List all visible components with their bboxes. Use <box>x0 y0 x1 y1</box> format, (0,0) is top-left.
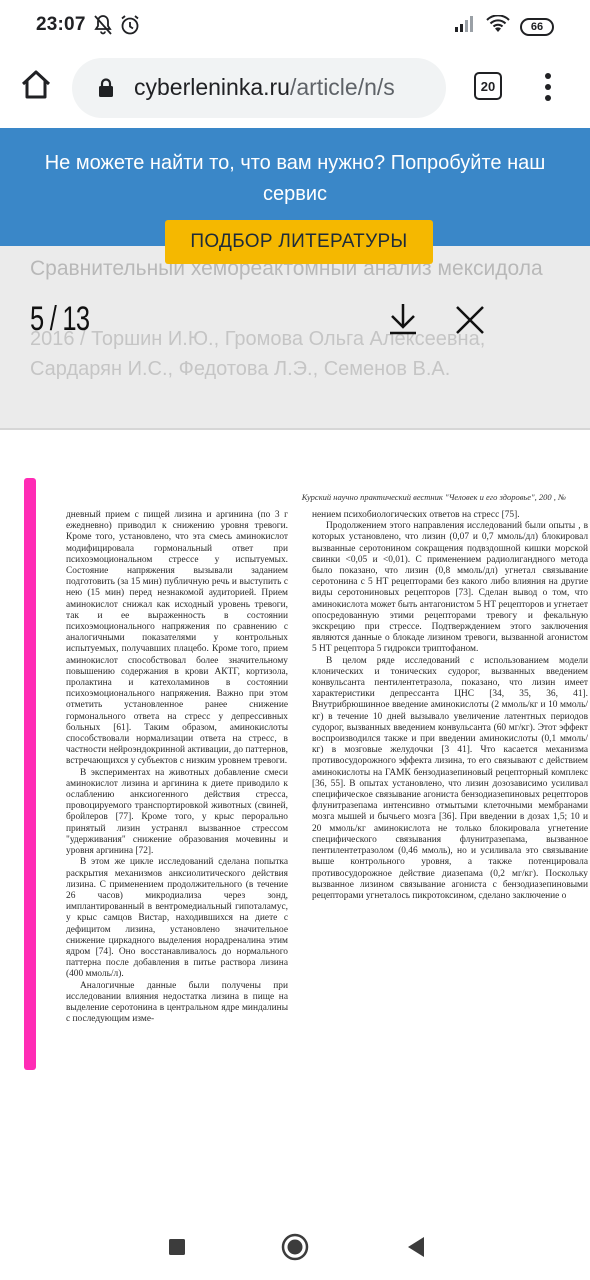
status-bar <box>0 0 590 52</box>
banner-text: Не можете найти то, что вам нужно? Попробуйте наш сервис <box>44 152 546 205</box>
url-domain: cyberleninka.ru <box>134 74 290 100</box>
literature-selection-button[interactable]: ПОДБОР ЛИТЕРАТУРЫ <box>165 220 433 264</box>
paragraph: В экспериментах на животных добавление смеси аминокислот лизина и аргинина к диете приводило к ослаблению анксиогенного действия стресса, провоцируемого транспортировкой животных (свиней, бройлеров [77]. Кроме того, у крыс перорально принятый лизин устранял вызванное стрессом "удерживания" снижение образования мочевины и уровня аргинина [72]. <box>66 767 288 857</box>
browser-toolbar <box>0 52 590 128</box>
journal-header: Курский научно практический вестник "Человек и его здоровье", 200 , № <box>301 492 566 502</box>
url-text <box>134 74 395 101</box>
bell-off-icon <box>93 14 113 41</box>
page-counter: 5 / 13 <box>30 300 90 338</box>
lock-icon <box>98 78 114 103</box>
recents-square-icon[interactable] <box>162 1232 192 1262</box>
document-page <box>0 430 590 1212</box>
signal-icon <box>454 15 476 38</box>
paragraph: Продолжением этого направления исследований были опыты , в которых установлено, что лизин (0,07 и 0,7 ммоль/дл) блокировал вызванные серотонином сокращения подвздошной кишки морской свинки <0,05 и <0,01). С применением радиолигандного метода было показано, что лизин (0,8 ммоль/дл) угнетал связывание серотонина с 5 НТ рецепторами без какого либо влияния на другие виды серотониновых рецепторов [73]. Сделан вывод о том, что аминокислота может быть антагонистом 5 НТ рецепторов и угнетает опосредованную этими рецепторами тревогу и фекальную экскрецию при стрессе. Подтверждением этого заключения являются данные о блокаде лизином тревоги, вызванной агонистом 5 НТ рецептора 5 гидрокси триптофаном. <box>312 521 588 655</box>
system-navbar <box>0 1212 590 1280</box>
document-left-column <box>66 510 288 1025</box>
paragraph: нением психобиологических ответов на стресс [75]. <box>312 510 520 520</box>
paragraph: В этом же цикле исследований сделана попытка раскрытия механизмов анксиолитического действия лизина. С применением продолжительного (в течение 26 часов) микродиализа через зонд, имплантированный в вентромедиальный гипоталамус, у крыс самцов Вистар, находившихся на диете с дефицитом лизина, установлено значительное снижение циркадного выделения норадреналина этим ядром [74]. Оно восстанавливалось до нормального паттерна после добавления в питье раствора лизина (400 ммоль/л). <box>66 857 288 980</box>
address-bar[interactable] <box>72 58 446 118</box>
close-icon[interactable] <box>454 304 486 336</box>
download-icon[interactable] <box>388 302 418 336</box>
url-path: /article/n/s <box>289 74 395 100</box>
home-icon[interactable] <box>18 67 54 103</box>
paragraph: дневный прием с пищей лизина и аргинина (по 3 г ежедневно) приводил к снижению уровня тревоги. Кроме того, установлено, что эта смесь аминокислот модифицировала гормональный ответ при психоэмоциональном стрессе у испытуемых. Состояние напряжения вызывали заданием подготовить (за 15 мин) публичную речь и выступить с нею (15 мин) перед незнакомой аудиторией. Прием аминокислот снижал как исходный уровень тревоги, так и ее выраженность в состоянии психоэмоционального напряжения по сравнению с аналогичными показателями у контрольных испытуемых, получавших плацебо. Кроме того, прием аминокислот способствовал более значительному повышению содержания в крови АКТГ, кортизола, пролактина и катехоламинов в состоянии психоэмоционального напряжения. Важно при этом отметить установленное ранее снижение гормонального ответа на стресс у депрессивных больных [61]. Таким образом, аминокислоты способствовали нормализации ответа на стресс, в частности нейроэндокринной активации, до паттернов, встречающихся у субъектов с низким уровнем тревоги. <box>66 510 288 767</box>
promo-banner <box>0 128 590 252</box>
home-circle-icon[interactable] <box>280 1232 310 1262</box>
overflow-menu-icon[interactable] <box>540 72 556 102</box>
document-right-column <box>312 510 588 902</box>
paragraph: Аналогичные данные были получены при исследовании влияния недостатка лизина в пище на выделение серотонина в центральном ядре миндалины с последующим изме- <box>66 980 288 1025</box>
tab-switcher-button[interactable]: 20 <box>474 72 502 100</box>
alarm-icon <box>119 14 141 41</box>
status-time: 23:07 <box>36 14 86 35</box>
paragraph: В целом ряде исследований с использованием модели клонических и тонических судорог, вызванных введением конвульсанта пентилентетразола, показано, что лизин имеет характеристики депрессанта ЦНС [34, 35, 36, 41]. Внутрибрюшинное введение аминокислоты (2 ммоль/кг и 10 ммоль/кг) в течение 10 дней вызывало увеличение латентных периодов судорог, вызванных введением конвульсанта (60 мг/кг). Этот эффект воспроизводился также и при введении аминокислоты (0,1 ммоль/кг) в мозговые желудочки [3 41]. Что касается механизма противосудорожного эффекта лизина, то его связывают с действием аминокислоты на ГАМК бензодиазепиновый рецепторный комплекс [36, 55]. В опытах установлено, что лизин дозозависимо усиливал специфическое связывание агониста бензодиазепиновых рецепторов флунитразепама интенсивно отмытыми клеточными мембранами мозга мышей и бычьего мозга [36]. При введении в дозах 1,5; 10 и 20 ммоль/кг аминокислота не только блокировала угнетение специфического связывания флунитразепама, вызванное пентилентетразолом (0,46 ммоль), но и усиливала это связывание выше контрольного уровня, а также потенцировала противосудорожное действие диазепама (0,2 мг/кг). Поскольку вызванное лизином связывание агониста с бензодиазепиновыми рецепторами угнеталось пикротоксином, сделано заключение о <box>312 655 588 901</box>
highlight-mark <box>24 478 36 1070</box>
back-triangle-icon[interactable] <box>402 1232 432 1262</box>
wifi-icon <box>486 15 510 38</box>
battery-icon: 66 <box>520 18 554 36</box>
page-content <box>0 128 590 1212</box>
